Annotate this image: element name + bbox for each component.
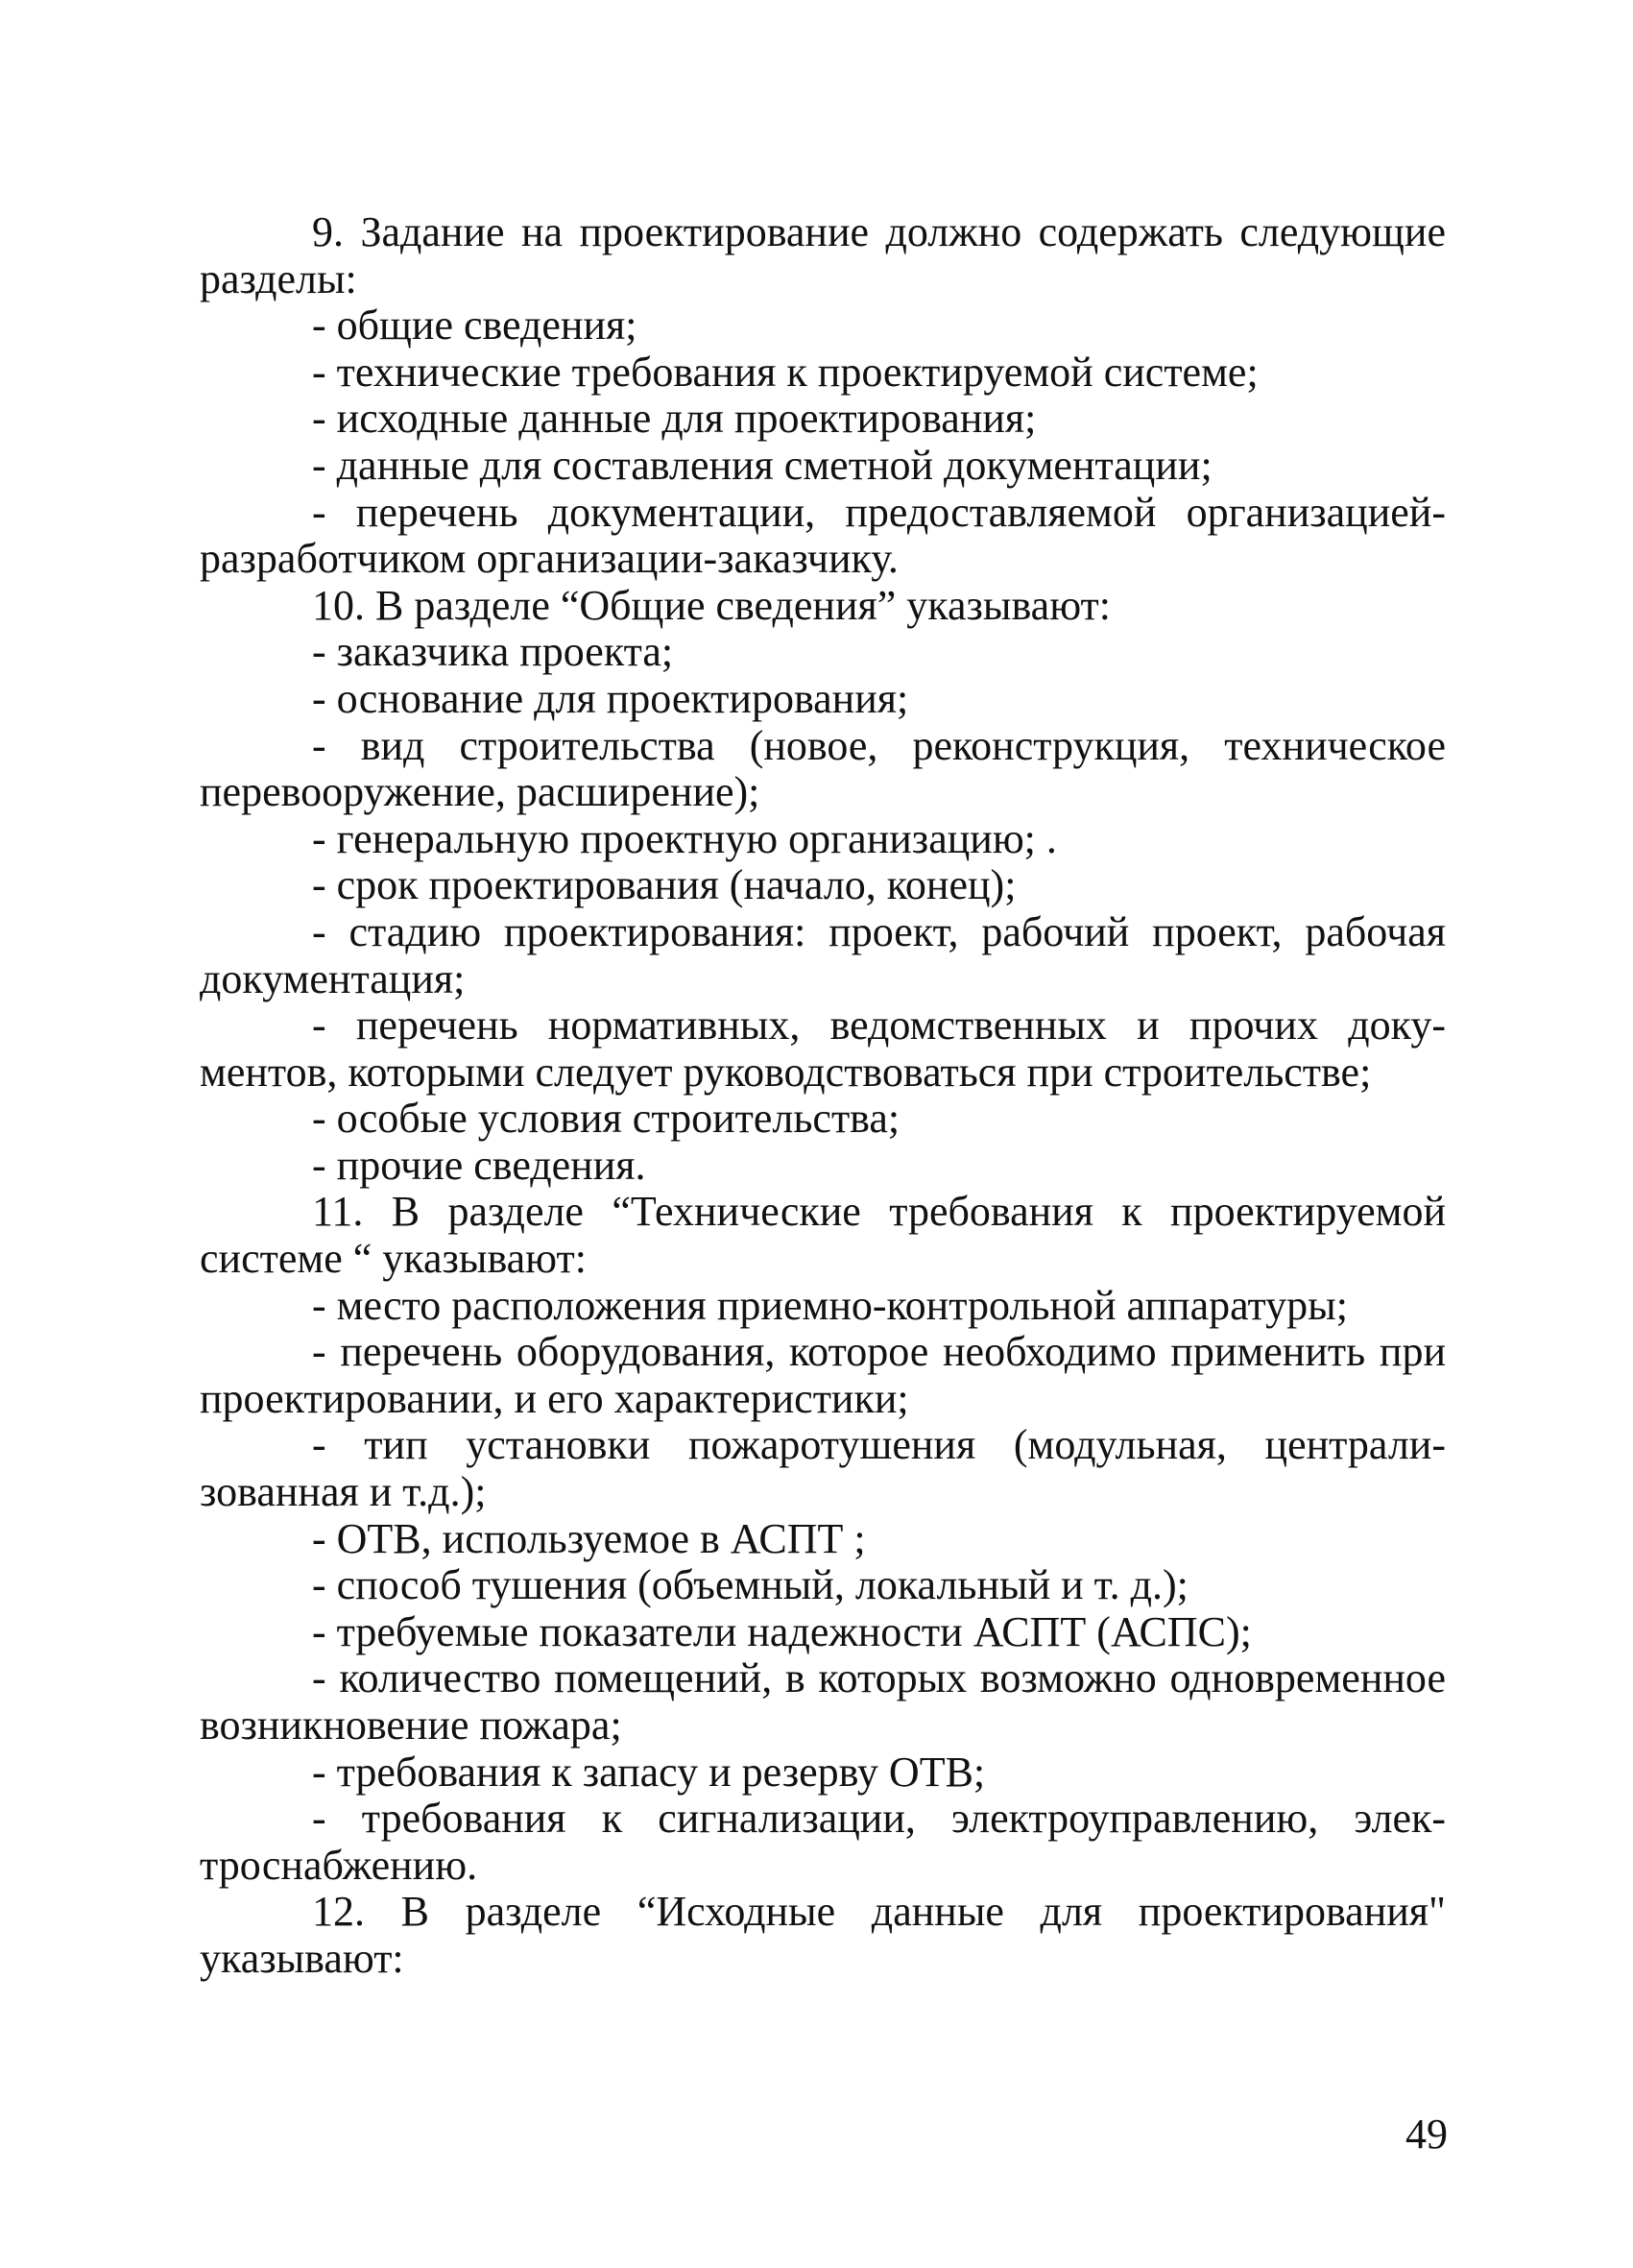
- list-item: - особые условия строительства;: [312, 1095, 901, 1143]
- list-item: - требования к запасу и резерву ОТВ;: [312, 1748, 986, 1796]
- page-body: [200, 209, 1446, 1983]
- list-item: - перечень оборудования, которое необходимо применить при проектировании, и его характеристики;: [200, 1328, 1446, 1422]
- list-item: - количество помещений, в которых возможно одновременное возникновение пожара;: [200, 1654, 1446, 1749]
- list-item: - данные для составления сметной документации;: [312, 441, 1213, 489]
- paragraph-11-intro: 11. В разделе “Технические требования к проектируемой системе “ указывают:: [200, 1188, 1446, 1283]
- list-item: - перечень нормативных, ведомственных и прочих документов, которыми следует руководствоваться при строительстве;: [200, 1001, 1446, 1096]
- list-item: - прочие сведения.: [312, 1141, 646, 1189]
- list-item: - способ тушения (объемный, локальный и т. д.);: [312, 1561, 1189, 1609]
- list-item: - генеральную проектную организацию; .: [312, 814, 1057, 862]
- list-item: - перечень документации, предоставляемой организацией-разработчиком организации-заказчику.: [200, 488, 1446, 583]
- list-item: - тип установки пожаротушения (модульная, централизованная и т.д.);: [200, 1421, 1446, 1516]
- list-item: - стадию проектирования: проект, рабочий проект, рабочая документация;: [200, 907, 1446, 1002]
- paragraph-9-intro: 9. Задание на проектирование должно содержать следующие разделы:: [200, 208, 1446, 302]
- list-item: - место расположения приемно-контрольной аппаратуры;: [312, 1281, 1348, 1329]
- list-item: - основание для проектирования;: [312, 674, 909, 722]
- list-item: - срок проектирования (начало, конец);: [312, 861, 1017, 909]
- list-item: - требования к сигнализации, электроуправлению, электроснабжению.: [200, 1795, 1446, 1889]
- list-item: - исходные данные для проектирования;: [312, 395, 1037, 443]
- list-item: - ОТВ, используемое в АСПТ ;: [312, 1514, 866, 1562]
- list-item: - технические требования к проектируемой системе;: [312, 348, 1259, 396]
- page-number: 49: [1405, 2111, 1448, 2158]
- list-item: - общие сведения;: [312, 302, 637, 350]
- list-item: - требуемые показатели надежности АСПТ (АСПС);: [312, 1607, 1252, 1655]
- list-item: - заказчика проекта;: [312, 628, 674, 676]
- list-item: - вид строительства (новое, реконструкция, техническое перевооружение, расширение);: [200, 721, 1446, 816]
- paragraph-12-intro: 12. В разделе “Исходные данные для проектирования" указывают:: [200, 1888, 1446, 1982]
- paragraph-10-intro: 10. В разделе “Общие сведения” указывают:: [312, 581, 1111, 629]
